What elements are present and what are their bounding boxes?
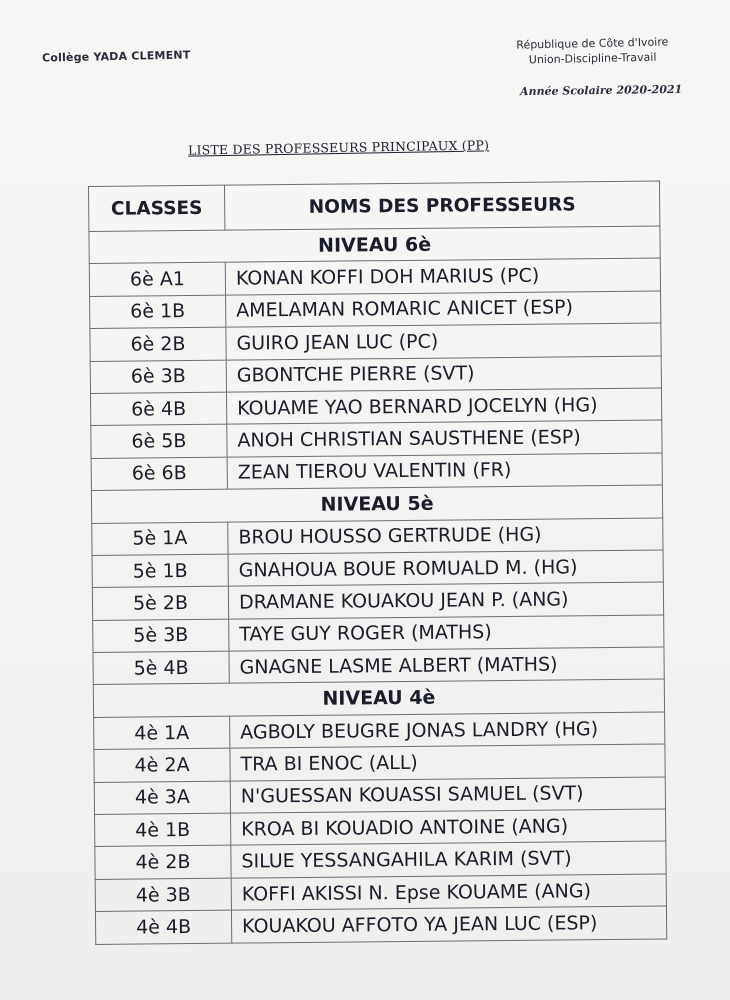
class-cell: 4è 3B [95, 878, 231, 912]
table-row [95, 809, 666, 847]
republic-header [490, 34, 696, 68]
teachers-table [88, 181, 667, 945]
class-cell: 4è 4B [95, 910, 231, 944]
table-row [94, 712, 665, 750]
teacher-name-cell: ZEAN TIEROU VALENTIN (FR) [227, 453, 662, 490]
teacher-name-cell: DRAMANE KOUAKOU JEAN P. (ANG) [228, 582, 663, 619]
teacher-name-cell: BROU HOUSSO GERTRUDE (HG) [228, 518, 663, 555]
teacher-name-cell: AGBOLY BEUGRE JONAS LANDRY (HG) [230, 712, 665, 749]
class-cell: 6è 3B [90, 360, 226, 394]
table-row [93, 615, 664, 653]
table-row [94, 777, 665, 815]
table-row [95, 874, 666, 912]
table-row [93, 647, 664, 685]
class-cell: 5è 1B [92, 554, 228, 588]
national-motto: Union-Discipline-Travail [528, 50, 657, 67]
class-cell: 5è 2B [92, 586, 228, 620]
teacher-name-cell: GBONTCHE PIERRE (SVT) [226, 356, 661, 393]
teacher-name-cell: KONAN KOFFI DOH MARIUS (PC) [225, 258, 660, 295]
level-row [89, 226, 660, 264]
table-row [90, 356, 661, 394]
table-row [92, 518, 663, 556]
teacher-name-cell: TAYE GUY ROGER (MATHS) [229, 615, 664, 652]
table-row [95, 906, 666, 944]
level-label: NIVEAU 6è [89, 226, 660, 264]
header-classes: CLASSES [89, 185, 225, 231]
school-year: Année Scolaire 2020-2021 [519, 82, 683, 99]
class-cell: 5è 4B [93, 651, 229, 685]
teacher-name-cell: SILUE YESSANGAHILA KARIM (SVT) [231, 841, 666, 878]
class-cell: 4è 2B [95, 846, 231, 880]
table-body [89, 226, 667, 944]
class-cell: 6è 6B [91, 457, 227, 491]
class-cell: 4è 1A [94, 716, 230, 750]
level-label: NIVEAU 4è [93, 679, 664, 717]
table-row [91, 420, 662, 458]
table-row [95, 841, 666, 879]
teacher-name-cell: GUIRO JEAN LUC (PC) [226, 323, 661, 360]
teacher-name-cell: GNAGNE LASME ALBERT (MATHS) [229, 647, 664, 684]
header-teacher-names: NOMS DES PROFESSEURS [224, 181, 659, 230]
class-cell: 6è 2B [90, 327, 226, 361]
teacher-name-cell: GNAHOUA BOUE ROMUALD M. (HG) [228, 550, 663, 587]
teachers-table-wrapper [88, 181, 667, 945]
teacher-name-cell: KROA BI KOUADIO ANTOINE (ANG) [231, 809, 666, 846]
school-name: Collège YADA CLEMENT [41, 48, 191, 65]
class-cell: 6è 4B [90, 392, 226, 426]
teacher-name-cell: ANOH CHRISTIAN SAUSTHENE (ESP) [227, 420, 662, 457]
teacher-name-cell: TRA BI ENOC (ALL) [230, 744, 665, 781]
table-row [90, 323, 661, 361]
class-cell: 5è 3B [93, 619, 229, 653]
class-cell: 6è 5B [91, 425, 227, 459]
class-cell: 6è 1B [90, 295, 226, 329]
teacher-name-cell: KOUAME YAO BERNARD JOCELYN (HG) [226, 388, 661, 425]
table-row [94, 744, 665, 782]
country-name: République de Côte d'Ivoire [516, 35, 669, 52]
class-cell: 4è 1B [95, 813, 231, 847]
table-row [89, 258, 660, 296]
class-cell: 5è 1A [92, 522, 228, 556]
table-row [92, 582, 663, 620]
table-row [92, 550, 663, 588]
table-header-row [89, 181, 660, 231]
class-cell: 6è A1 [89, 263, 225, 297]
teacher-name-cell: AMELAMAN ROMARIC ANICET (ESP) [226, 291, 661, 328]
class-cell: 4è 2A [94, 748, 230, 782]
table-row [91, 453, 662, 491]
level-row [91, 485, 662, 523]
table-row [90, 388, 661, 426]
teacher-name-cell: KOFFI AKISSI N. Epse KOUAME (ANG) [231, 874, 666, 911]
class-cell: 4è 3A [94, 781, 230, 815]
level-label: NIVEAU 5è [91, 485, 662, 523]
teacher-name-cell: N'GUESSAN KOUASSI SAMUEL (SVT) [230, 777, 665, 814]
table-row [90, 291, 661, 329]
document-title: LISTE DES PROFESSEURS PRINCIPAUX (PP) [187, 137, 490, 158]
level-row [93, 679, 664, 717]
teacher-name-cell: KOUAKOU AFFOTO YA JEAN LUC (ESP) [231, 906, 666, 943]
